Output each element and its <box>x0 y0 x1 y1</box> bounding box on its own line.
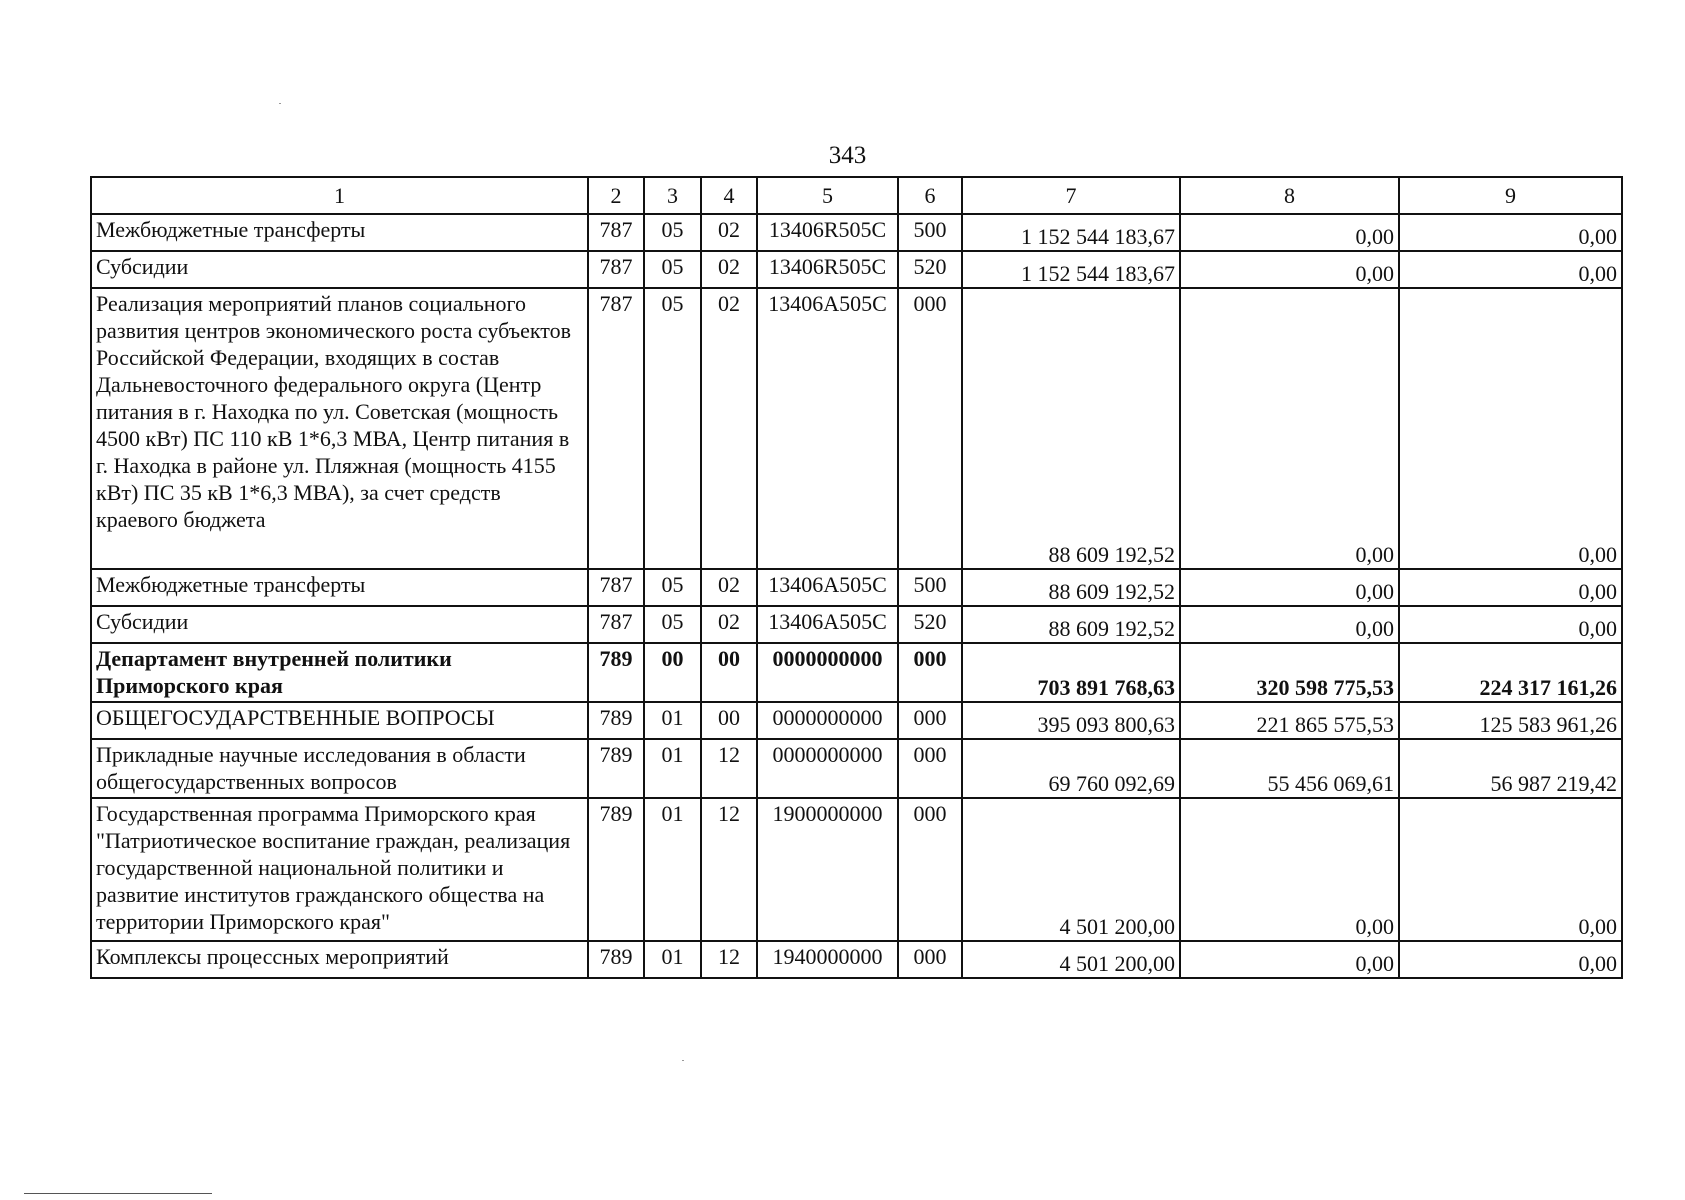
code-expense-type: 500 <box>898 569 962 606</box>
code-subsection: 02 <box>701 606 757 643</box>
column-number: 4 <box>701 177 757 214</box>
column-number: 6 <box>898 177 962 214</box>
code-section: 05 <box>644 606 701 643</box>
code-expense-type: 520 <box>898 606 962 643</box>
row-name: Межбюджетные трансферты <box>91 569 588 606</box>
code-target: 1940000000 <box>757 941 898 978</box>
row-name: Комплексы процессных мероприятий <box>91 941 588 978</box>
code-admin: 789 <box>588 702 644 739</box>
table-row <box>91 798 1622 941</box>
amount-col9: 0,00 <box>1399 606 1622 643</box>
code-expense-type: 500 <box>898 214 962 251</box>
column-number: 7 <box>962 177 1180 214</box>
amount-col7: 1 152 544 183,67 <box>962 251 1180 288</box>
row-name: Государственная программа Приморского края "Патриотическое воспитание граждан, реализация государственной национальной политики и развитие институтов гражданского общества на территории Приморского края" <box>91 798 588 941</box>
code-target: 0000000000 <box>757 702 898 739</box>
scan-speck <box>279 103 281 104</box>
code-target: 0000000000 <box>757 739 898 798</box>
amount-col7: 88 609 192,52 <box>962 569 1180 606</box>
code-section: 01 <box>644 739 701 798</box>
amount-col9: 0,00 <box>1399 569 1622 606</box>
amount-col9: 224 317 161,26 <box>1399 643 1622 702</box>
code-subsection: 02 <box>701 288 757 569</box>
code-expense-type: 000 <box>898 288 962 569</box>
amount-col8: 0,00 <box>1180 251 1399 288</box>
scan-speck <box>682 1060 684 1061</box>
code-admin: 787 <box>588 606 644 643</box>
page-number: 343 <box>828 142 867 169</box>
table-row <box>91 606 1622 643</box>
budget-table <box>90 176 1623 979</box>
code-expense-type: 000 <box>898 798 962 941</box>
code-subsection: 12 <box>701 941 757 978</box>
column-number-row <box>91 177 1622 214</box>
amount-col8: 0,00 <box>1180 798 1399 941</box>
column-number: 2 <box>588 177 644 214</box>
column-number: 3 <box>644 177 701 214</box>
code-section: 05 <box>644 214 701 251</box>
code-section: 00 <box>644 643 701 702</box>
code-subsection: 02 <box>701 251 757 288</box>
amount-col9: 0,00 <box>1399 214 1622 251</box>
code-target: 13406R505C <box>757 251 898 288</box>
code-admin: 789 <box>588 798 644 941</box>
code-admin: 789 <box>588 739 644 798</box>
code-subsection: 00 <box>701 702 757 739</box>
row-name: Реализация мероприятий планов социального развития центров экономического роста субъектов Российской Федерации, входящих в состав Дальневосточного федерального округа (Центр питания в г. Находка по ул. Советская (мощность 4500 кВт) ПС 110 кВ 1*6,3 МВА, Центр питания в г. Находка в районе ул. Пляжная (мощность 4155 кВт) ПС 35 кВ 1*6,3 МВА), за счет средств краевого бюджета <box>91 288 588 569</box>
code-admin: 787 <box>588 251 644 288</box>
amount-col9: 56 987 219,42 <box>1399 739 1622 798</box>
amount-col9: 0,00 <box>1399 288 1622 569</box>
code-expense-type: 520 <box>898 251 962 288</box>
code-subsection: 02 <box>701 569 757 606</box>
amount-col7: 4 501 200,00 <box>962 941 1180 978</box>
amount-col7: 395 093 800,63 <box>962 702 1180 739</box>
code-section: 05 <box>644 251 701 288</box>
code-target: 1900000000 <box>757 798 898 941</box>
table-row <box>91 941 1622 978</box>
column-number: 8 <box>1180 177 1399 214</box>
row-name: Департамент внутренней политики Приморского края <box>91 643 588 702</box>
amount-col7: 88 609 192,52 <box>962 606 1180 643</box>
table-row <box>91 643 1622 702</box>
code-admin: 789 <box>588 941 644 978</box>
amount-col7: 1 152 544 183,67 <box>962 214 1180 251</box>
code-target: 13406A505C <box>757 606 898 643</box>
code-expense-type: 000 <box>898 739 962 798</box>
code-section: 05 <box>644 288 701 569</box>
table-row <box>91 288 1622 569</box>
amount-col9: 0,00 <box>1399 798 1622 941</box>
amount-col7: 703 891 768,63 <box>962 643 1180 702</box>
code-target: 13406A505C <box>757 288 898 569</box>
amount-col8: 0,00 <box>1180 214 1399 251</box>
row-name: Субсидии <box>91 606 588 643</box>
amount-col8: 221 865 575,53 <box>1180 702 1399 739</box>
row-name: Субсидии <box>91 251 588 288</box>
amount-col7: 88 609 192,52 <box>962 288 1180 569</box>
code-section: 01 <box>644 941 701 978</box>
column-number: 9 <box>1399 177 1622 214</box>
code-subsection: 02 <box>701 214 757 251</box>
code-admin: 787 <box>588 214 644 251</box>
amount-col8: 0,00 <box>1180 288 1399 569</box>
amount-col8: 320 598 775,53 <box>1180 643 1399 702</box>
code-section: 05 <box>644 569 701 606</box>
column-number: 5 <box>757 177 898 214</box>
amount-col8: 55 456 069,61 <box>1180 739 1399 798</box>
code-section: 01 <box>644 798 701 941</box>
code-subsection: 12 <box>701 739 757 798</box>
row-name: Межбюджетные трансферты <box>91 214 588 251</box>
row-name: ОБЩЕГОСУДАРСТВЕННЫЕ ВОПРОСЫ <box>91 702 588 739</box>
code-target: 13406R505C <box>757 214 898 251</box>
code-subsection: 12 <box>701 798 757 941</box>
code-target: 0000000000 <box>757 643 898 702</box>
row-name: Прикладные научные исследования в области общегосударственных вопросов <box>91 739 588 798</box>
code-admin: 789 <box>588 643 644 702</box>
code-section: 01 <box>644 702 701 739</box>
code-admin: 787 <box>588 288 644 569</box>
amount-col7: 4 501 200,00 <box>962 798 1180 941</box>
amount-col8: 0,00 <box>1180 941 1399 978</box>
amount-col8: 0,00 <box>1180 569 1399 606</box>
table-row <box>91 702 1622 739</box>
amount-col9: 0,00 <box>1399 941 1622 978</box>
code-target: 13406A505C <box>757 569 898 606</box>
code-expense-type: 000 <box>898 643 962 702</box>
amount-col7: 69 760 092,69 <box>962 739 1180 798</box>
table-row <box>91 569 1622 606</box>
table-row <box>91 214 1622 251</box>
code-expense-type: 000 <box>898 941 962 978</box>
code-admin: 787 <box>588 569 644 606</box>
code-expense-type: 000 <box>898 702 962 739</box>
amount-col8: 0,00 <box>1180 606 1399 643</box>
code-subsection: 00 <box>701 643 757 702</box>
amount-col9: 0,00 <box>1399 251 1622 288</box>
column-number: 1 <box>91 177 588 214</box>
table-row <box>91 739 1622 798</box>
footnote-separator-line <box>24 1193 212 1194</box>
amount-col9: 125 583 961,26 <box>1399 702 1622 739</box>
table-row <box>91 251 1622 288</box>
